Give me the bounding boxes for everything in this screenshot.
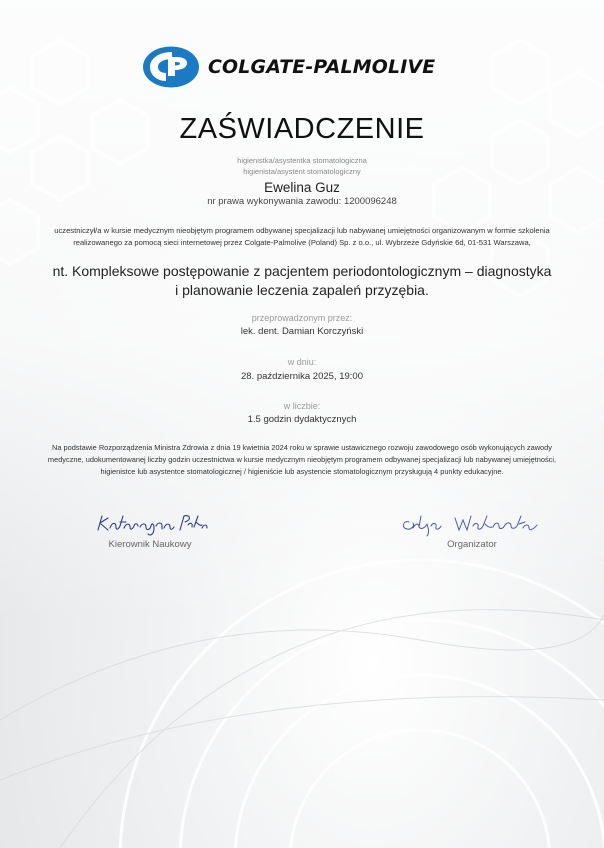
- conducted-by-value: lek. dent. Damian Korczyński: [240, 326, 364, 337]
- signature-caption-right: Organizator: [447, 539, 497, 550]
- license-number: 1200096248: [343, 196, 397, 207]
- signature-caption-left: Kierownik Naukowy: [108, 539, 192, 550]
- license-line: [0, 196, 604, 207]
- certificate-title: ZAŚWIADCZENIE: [179, 113, 425, 145]
- role-line: higienista/asystent stomatologiczny: [243, 167, 361, 176]
- handwritten-signature-right: [397, 508, 547, 538]
- date-value: 28. października 2025, 19:00: [240, 371, 363, 382]
- conducted-by-label: przeprowadzonym przez:: [251, 313, 353, 323]
- license-label: nr prawa wykonywania zawodu:: [207, 196, 342, 207]
- signature-block-left: [50, 508, 250, 550]
- hours-label: w liczbie:: [283, 401, 321, 411]
- participation-statement: uczestniczył/a w kursie medycznym nieobjętym programem odbywanej specjalizacji lub nabywanej umiejętności organizowanym w formie szkolenia realizowanego za pomocą sieci internetowej przez Colgate-Palmolive (Poland) Sp. z o.o., ul. Wybrzeże Gdyńskie 6d, 01-531 Warszawa,: [54, 226, 550, 247]
- legal-basis-text: Na podstawie Rozporządzenia Ministra Zdrowia z dnia 19 kwietnia 2024 roku w sprawie ustawicznego rozwoju zawodowego osób wykonujących zawody medyczne, udokumentowanej liczby godzin uczestnictwa w kursie medycznym nieobjętym programem odbywanej specjalizacji lub nabywanej umiejętności, higienistce lub asystentce stomatologicznej / higieniście lub asystencie stomatologicznym przysługują 4 punkty edukacyjne.: [47, 443, 557, 476]
- hours-value: 1.5 godzin dydaktycznych: [247, 414, 357, 425]
- colgate-swoosh-logo-icon: [142, 46, 200, 88]
- recipient-name: Ewelina Guz: [264, 180, 340, 195]
- role-line: higienistka/asystentka stomatologiczna: [237, 156, 367, 165]
- course-title: nt. Kompleksowe postępowanie z pacjentem periodontologicznym – diagnostyka i planowanie leczenia zapaleń przyzębia.: [52, 263, 552, 298]
- date-label: w dniu:: [287, 357, 317, 367]
- handwritten-signature-left: [90, 508, 210, 538]
- company-logo: [142, 46, 436, 88]
- signature-block-right: [372, 508, 572, 550]
- company-logo-text: COLGATE-PALMOLIVE: [208, 56, 436, 78]
